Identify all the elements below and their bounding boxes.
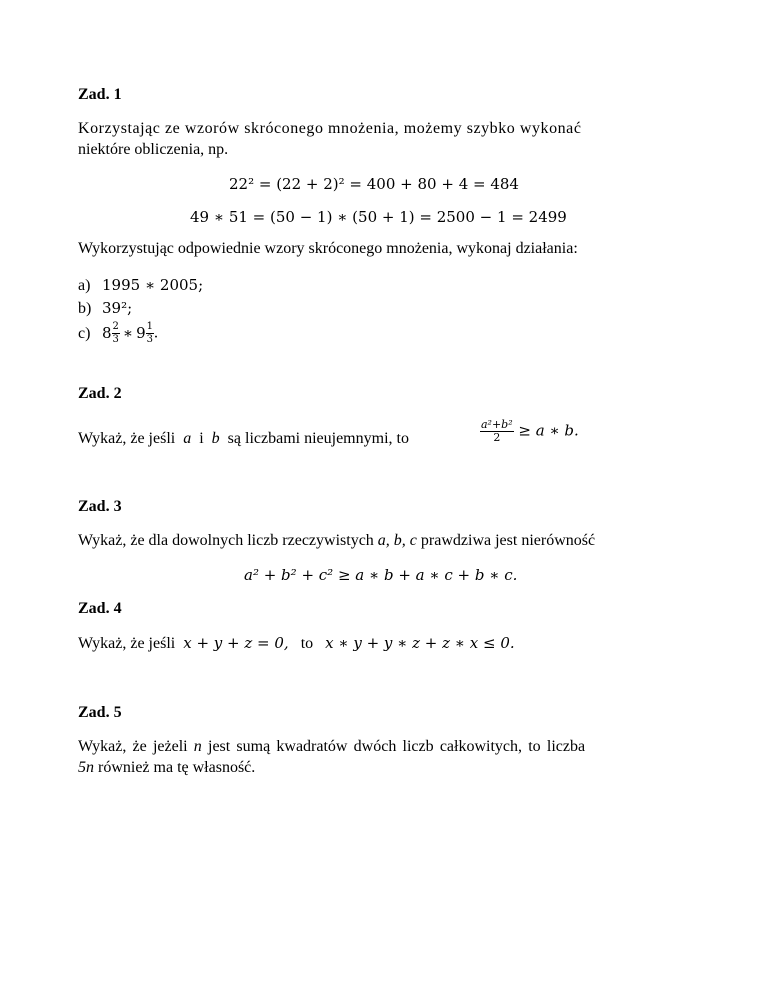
zad2-var-b: b (211, 430, 220, 447)
zad1-item-c (78, 321, 158, 346)
zad2-heading: Zad. 2 (78, 385, 122, 402)
zad2-fraction (480, 419, 514, 444)
zad1-intro-text1: Korzystając ze wzorów skróconego mnożenia, możemy szybko wykonać (78, 120, 582, 137)
zad4-text-before: Wykaż, że jeśli (78, 635, 176, 652)
zad2-text-mid: są liczbami nieujemnymi, to (227, 430, 409, 447)
zad1-heading: Zad. 1 (78, 86, 122, 103)
zad2-var-a: a (183, 430, 192, 447)
zad1-example2: 49 ∗ 51 = (50 − 1) ∗ (50 + 1) = 2500 − 1 = 2499 (190, 208, 567, 226)
zad4-condition: x + y + z = 0, (183, 634, 289, 652)
zad5-line2-after: również ma tę własność. (98, 759, 256, 776)
zad3-text-after: prawdziwa jest nierówność (420, 532, 596, 549)
zad5-line1 (78, 738, 585, 756)
zad3-statement (78, 532, 595, 550)
zad5-var-n: n (193, 738, 202, 755)
whole-part: 9 (136, 323, 146, 342)
item-label: b) (78, 300, 92, 317)
zad2-statement (78, 430, 409, 448)
zad3-text-before: Wykaż, że dla dowolnych liczb rzeczywistych (78, 532, 374, 549)
numerator: 2 (112, 321, 119, 332)
operator: ∗ (122, 323, 134, 342)
denominator: 3 (112, 334, 119, 345)
fraction (146, 321, 154, 346)
zad1-example1: 22² = (22 + 2)² = 400 + 80 + 4 = 484 (229, 175, 519, 193)
mixed-number-1 (102, 321, 120, 345)
zad4-heading: Zad. 4 (78, 600, 122, 617)
zad3-formula: a² + b² + c² ≥ a ∗ b + a ∗ c + b ∗ c. (244, 566, 518, 584)
zad1-item-a (78, 276, 203, 295)
item-label: a) (78, 277, 91, 294)
mixed-number-2 (136, 321, 154, 345)
zad4-to: to (300, 635, 314, 652)
zad2-text-before: Wykaż, że jeśli (78, 430, 176, 447)
zad2-inequality (480, 419, 579, 444)
zad1-intro-line1 (78, 120, 581, 138)
zad4-statement (78, 634, 515, 653)
item-label: c) (78, 324, 91, 342)
zad2-conj: i (199, 430, 204, 447)
zad1-intro-line2: niektóre obliczenia, np. (78, 141, 229, 158)
zad1-task: Wykorzystując odpowiednie wzory skróconego mnożenia, wykonaj działania: (78, 240, 578, 257)
zad5-var-5n: 5n (78, 759, 94, 776)
zad3-vars: a, b, c (377, 532, 417, 549)
item-end: . (154, 324, 159, 342)
item-expression: 1995 ∗ 2005; (102, 276, 204, 294)
zad3-heading: Zad. 3 (78, 498, 122, 515)
denominator: 3 (146, 334, 154, 345)
denominator: 2 (493, 431, 501, 444)
zad5-heading: Zad. 5 (78, 704, 122, 721)
zad1-item-b (78, 299, 132, 318)
numerator: a²+b² (481, 418, 513, 431)
zad2-rhs: ≥ a ∗ b. (518, 421, 579, 440)
zad5-line1-before: Wykaż, że jeżeli (78, 738, 188, 755)
numerator: 1 (146, 321, 154, 332)
zad5-line2 (78, 759, 255, 777)
fraction (112, 321, 120, 346)
item-expression: 39²; (102, 299, 133, 317)
whole-part: 8 (102, 323, 112, 342)
zad5-line1-after: jest sumą kwadratów dwóch liczb całkowitych, to liczba (208, 738, 586, 755)
zad4-formula: x ∗ y + y ∗ z + z ∗ x ≤ 0. (325, 634, 515, 652)
